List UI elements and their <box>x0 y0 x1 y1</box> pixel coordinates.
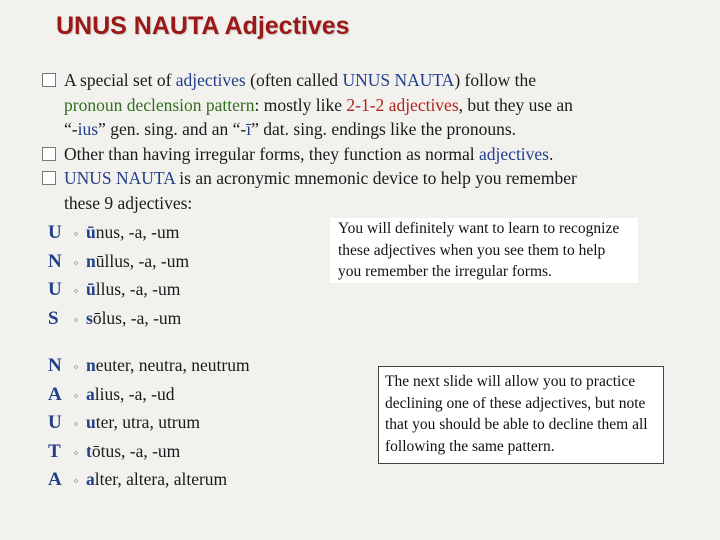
highlight-212-adjectives: 2-1-2 adjectives <box>346 94 459 115</box>
list-item <box>48 438 250 467</box>
adjective-ending: ōlus, -a, -um <box>92 307 182 328</box>
adjective-ending: ūllus, -a, -um <box>95 250 190 271</box>
text: Other than having irregular forms, they function as normal <box>64 143 480 164</box>
bullet-dot-icon: ◦ <box>73 473 79 488</box>
adjective-ending: ōtus, -a, -um <box>91 440 181 461</box>
bullet-3-line-2: these 9 adjectives: <box>64 192 193 213</box>
text: is an acronymic mnemonic device to help you remember <box>174 168 577 188</box>
acronym-letter: N <box>48 355 62 376</box>
bullet-dot-icon: ◦ <box>73 226 79 241</box>
acronym-letter: U <box>48 222 62 243</box>
checkbox-icon <box>42 147 56 161</box>
acronym-letter: A <box>48 383 62 405</box>
note-learn-to-recognize: You will definitely want to learn to recognize these adjectives when you see them to help you remember the irregular forms. <box>330 218 638 283</box>
acronym-letter: U <box>48 412 62 433</box>
bullet-dot-icon: ◦ <box>73 387 79 403</box>
note-next-slide: The next slide will allow you to practice declining one of these adjectives, but note that you should be able to decline them all following the same pattern. <box>378 366 664 464</box>
leading-letter: n <box>86 250 96 271</box>
bullet-1-line-1 <box>64 68 682 93</box>
bullet-dot-icon: ◦ <box>73 444 79 460</box>
list-item <box>48 305 189 334</box>
bullet-1-line-2 <box>64 93 682 118</box>
checkbox-icon <box>42 171 56 185</box>
acronym-letter: A <box>48 469 62 490</box>
text: (often called <box>245 70 343 90</box>
leading-letter: ū <box>86 279 96 299</box>
text: ” gen. sing. and an “- <box>98 119 247 139</box>
list-item <box>48 248 189 277</box>
leading-letter: s <box>86 307 93 328</box>
leading-letter: u <box>86 412 96 432</box>
bullet-1-line-3 <box>64 117 682 142</box>
adjective-ending: nus, -a, -um <box>95 222 180 242</box>
acronym-letter: T <box>48 440 61 462</box>
acronym-letter: N <box>48 250 62 272</box>
checkbox-icon <box>42 73 56 87</box>
text: A special set of <box>64 70 176 90</box>
nauta-list <box>48 352 250 495</box>
bullet-dot-icon: ◦ <box>73 359 79 374</box>
text: : mostly like <box>254 94 347 115</box>
leading-letter: a <box>86 383 95 404</box>
list-item <box>48 381 250 410</box>
highlight-unus-nauta: UNUS NAUTA <box>64 168 175 188</box>
leading-letter: n <box>86 355 96 375</box>
bullet-3-line-1 <box>64 166 682 191</box>
leading-letter: t <box>86 440 92 461</box>
acronym-letter: U <box>48 279 62 300</box>
bullet-item-3 <box>42 166 682 215</box>
bullet-dot-icon: ◦ <box>73 254 79 270</box>
leading-letter: ū <box>86 222 96 242</box>
unus-list <box>48 219 189 333</box>
list-item <box>48 466 250 495</box>
text: “- <box>64 119 78 139</box>
bullet-dot-icon: ◦ <box>73 416 79 431</box>
list-item <box>48 276 189 305</box>
slide-title: UNUS NAUTA Adjectives <box>56 12 350 40</box>
list-item <box>48 352 250 381</box>
bullet-list <box>42 68 682 215</box>
text: ” dat. sing. endings like the pronouns. <box>251 119 517 139</box>
adjective-ending: lter, altera, alterum <box>94 469 228 489</box>
adjective-ending: llus, -a, -um <box>95 279 181 299</box>
list-item <box>48 409 250 438</box>
leading-letter: a <box>86 469 95 489</box>
highlight-adjectives: adjectives <box>479 143 549 164</box>
text: . <box>549 143 554 164</box>
adjective-ending: lius, -a, -ud <box>94 383 175 404</box>
text: , but they use an <box>458 94 573 115</box>
adjective-ending: ter, utra, utrum <box>95 412 200 432</box>
highlight-unus-nauta: UNUS NAUTA <box>342 70 455 90</box>
highlight-adjectives: adjectives <box>175 70 246 90</box>
list-item <box>48 219 189 248</box>
bullet-dot-icon: ◦ <box>73 283 79 298</box>
highlight-i: ī <box>246 119 252 139</box>
bullet-item-1 <box>42 68 682 142</box>
bullet-dot-icon: ◦ <box>73 311 79 327</box>
highlight-ius: ius <box>77 119 99 139</box>
highlight-pronoun-pattern: pronoun declension pattern <box>64 94 255 115</box>
adjective-ending: euter, neutra, neutrum <box>95 355 250 375</box>
acronym-letter: S <box>48 307 59 329</box>
text: ) follow the <box>454 70 536 90</box>
bullet-item-2 <box>42 142 682 167</box>
